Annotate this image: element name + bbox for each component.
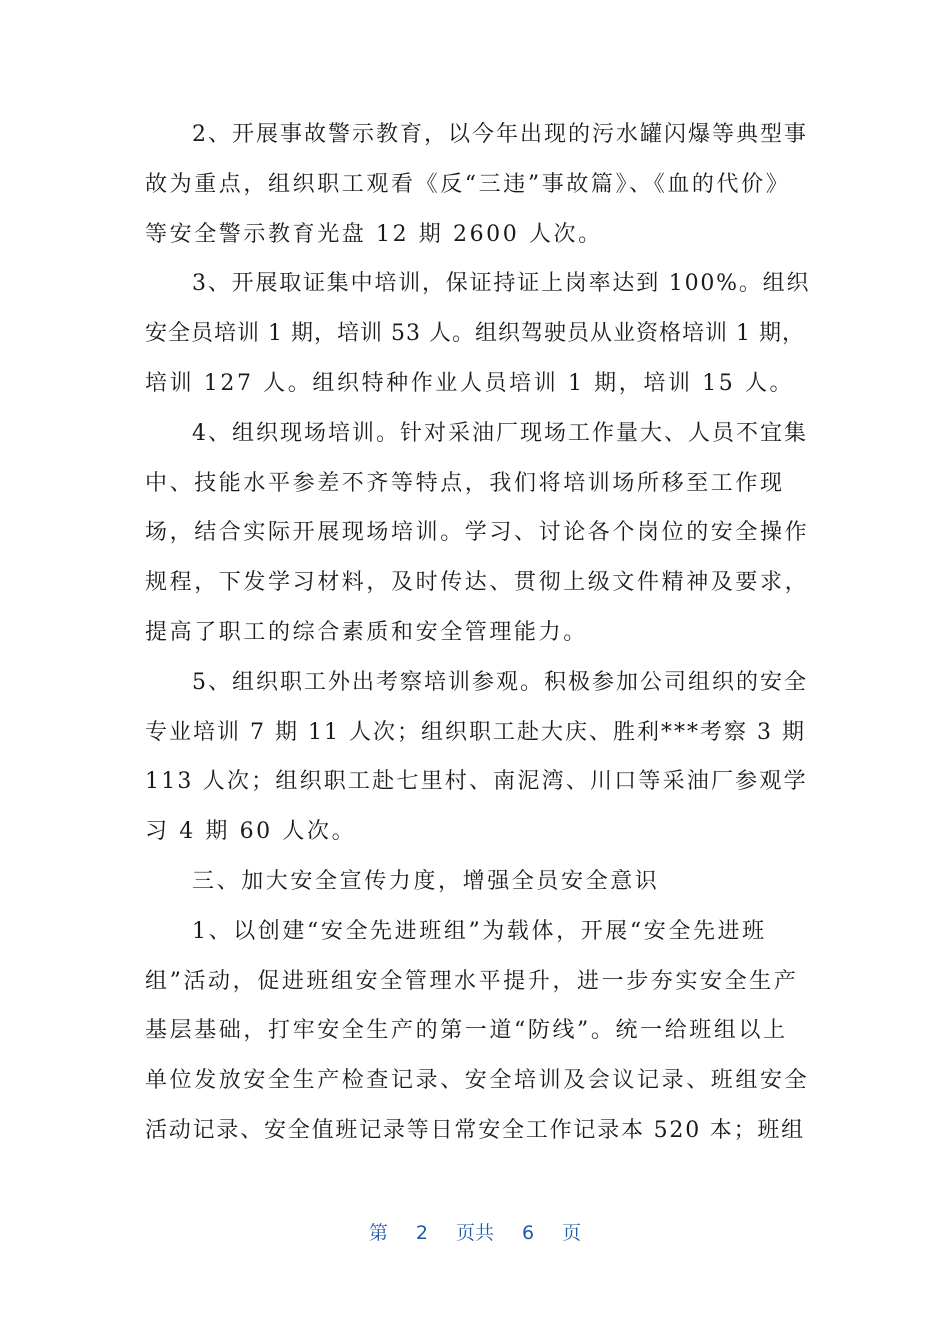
section-heading-3: 三、加大安全宣传力度，增强全员安全意识 (192, 868, 660, 894)
page-footer (0, 1218, 950, 1245)
paragraph-5-line-4: 习 4 期 60 人次。 (145, 819, 357, 845)
paragraph-5-line-1: 5、组织职工外出考察培训参观。积极参加公司组织的安全 (192, 669, 808, 695)
paragraph-2-line-3: 等安全警示教育光盘 12 期 2600 人次。 (145, 221, 603, 247)
paragraph-5-line-2: 专业培训 7 期 11 人次；组织职工赴大庆、胜利***考察 3 期 (145, 719, 806, 745)
paragraph-4-line-3: 场，结合实际开展现场培训。学习、讨论各个岗位的安全操作 (145, 520, 810, 546)
paragraph-2-line-2: 故为重点，组织职工观看《反“三违”事故篇》、《血的代价》 (145, 171, 791, 197)
page-label-suffix: 页 (562, 1222, 582, 1244)
paragraph-s3-1-line-2: 组”活动，促进班组安全管理水平提升，进一步夯实安全生产 (145, 968, 799, 994)
paragraph-4-line-5: 提高了职工的综合素质和安全管理能力。 (145, 619, 588, 645)
paragraph-5-line-3: 113 人次；组织职工赴七里村、南泥湾、川口等采油厂参观学 (145, 769, 808, 795)
paragraph-4-line-1: 4、组织现场培训。针对采油厂现场工作量大、人员不宜集 (192, 420, 808, 446)
current-page-number: 2 (415, 1222, 428, 1244)
paragraph-s3-1-line-4: 单位发放安全生产检查记录、安全培训及会议记录、班组安全 (145, 1068, 810, 1094)
paragraph-3-line-2: 安全员培训 1 期，培训 53 人。组织驾驶员从业资格培训 1 期， (145, 321, 805, 347)
total-pages-number: 6 (522, 1222, 535, 1244)
paragraph-s3-1-line-1: 1、以创建“安全先进班组”为载体，开展“安全先进班 (192, 918, 767, 944)
page-label-prefix: 第 (368, 1222, 388, 1244)
paragraph-s3-1-line-5: 活动记录、安全值班记录等日常安全工作记录本 520 本；班组 (145, 1117, 805, 1143)
document-body (145, 110, 810, 1156)
paragraph-3-line-3: 培训 127 人。组织特种作业人员培训 1 期，培训 15 人。 (145, 370, 795, 396)
paragraph-3-line-1: 3、开展取证集中培训，保证持证上岗率达到 100%。组织 (192, 271, 811, 297)
paragraph-s3-1-line-3: 基层基础，打牢安全生产的第一道“防线”。统一给班组以上 (145, 1018, 788, 1044)
paragraph-4-line-4: 规程，下发学习材料，及时传达、贯彻上级文件精神及要求， (145, 570, 810, 596)
page-label-mid: 页共 (455, 1222, 494, 1244)
paragraph-2-line-1: 2、开展事故警示教育，以今年出现的污水罐闪爆等典型事 (192, 122, 808, 147)
paragraph-4-line-2: 中、技能水平参差不齐等特点，我们将培训场所移至工作现 (145, 470, 785, 496)
